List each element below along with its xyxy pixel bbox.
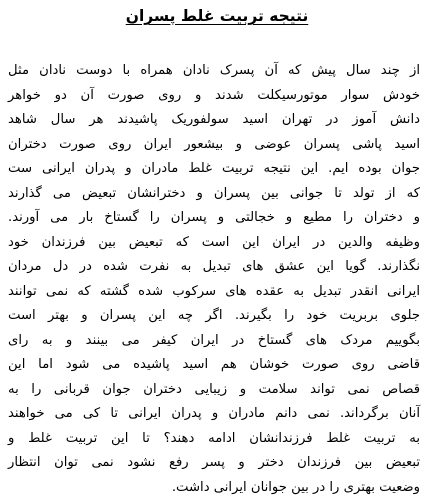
body-line: بگوییم مردک های گستاخ در ایران کیفر می بینند و به رای [8, 329, 420, 354]
body-line: و دختران را مطیع و خجالتی و پسران را گستاخ بار می آورند. [8, 206, 420, 231]
body-line: از چند سال پیش که آن پسرک نادان همراه با دوست نادان مثل [8, 59, 420, 84]
body-line: آنان برگرداند. نمی دانم مادران و پدران ایرانی تا کی می خواهند [8, 402, 420, 427]
body-line: به تربیت غلط فرزندانشان ادامه دهند؟ تا این تربیت غلط و [8, 427, 420, 452]
body-line: قاضی روی صورت خوشان هم اسید پاشیده می شود اما این [8, 353, 420, 378]
body-line: اسید پاشی پسران عوضی و بیشعور ایران روی صورت دختران [8, 133, 420, 158]
body-line: وضعیت بهتری را در بین جوانان ایرانی داشت. [8, 476, 420, 500]
body-line: تبعیض بین فرزندان دختر و پسر رفع نشود نمی توان انتظار [8, 451, 420, 476]
body-line: ایرانی انقدر تبدیل به عقده های سرکوب شده گشته که نمی توانند [8, 280, 420, 305]
body-line: جوان بوده ایم. این نتیجه تربیت غلط مادران و پدران ایرانی ست [8, 157, 420, 182]
body-line: خودش سوار موتورسیکلت شدند و روی صورت آن دو خواهر [8, 84, 420, 109]
body-line: وظیفه والدین در ایران این است که تبعیض بین فرزندان خود [8, 231, 420, 256]
body-line: قصاص نمی تواند سلامت و زیبایی دختران جوان قربانی را به [8, 378, 420, 403]
document-title: نتیجه تربیت غلط پسران [0, 3, 434, 29]
body-line: که از تولد تا جوانی بین پسران و دخترانشان تبعیض می گذارند [8, 182, 420, 207]
body-line: دانش آموز در تهران اسید سولفوریک پاشیدند هر سال شاهد [8, 108, 420, 133]
document-body [8, 59, 420, 459]
body-line: جلوی بربریت خود را بگیرند. اگر چه این پسران و بهتر است [8, 304, 420, 329]
body-line: نگذارند. گویا این عشق های تبدیل به نفرت شده در دل مردان [8, 255, 420, 280]
